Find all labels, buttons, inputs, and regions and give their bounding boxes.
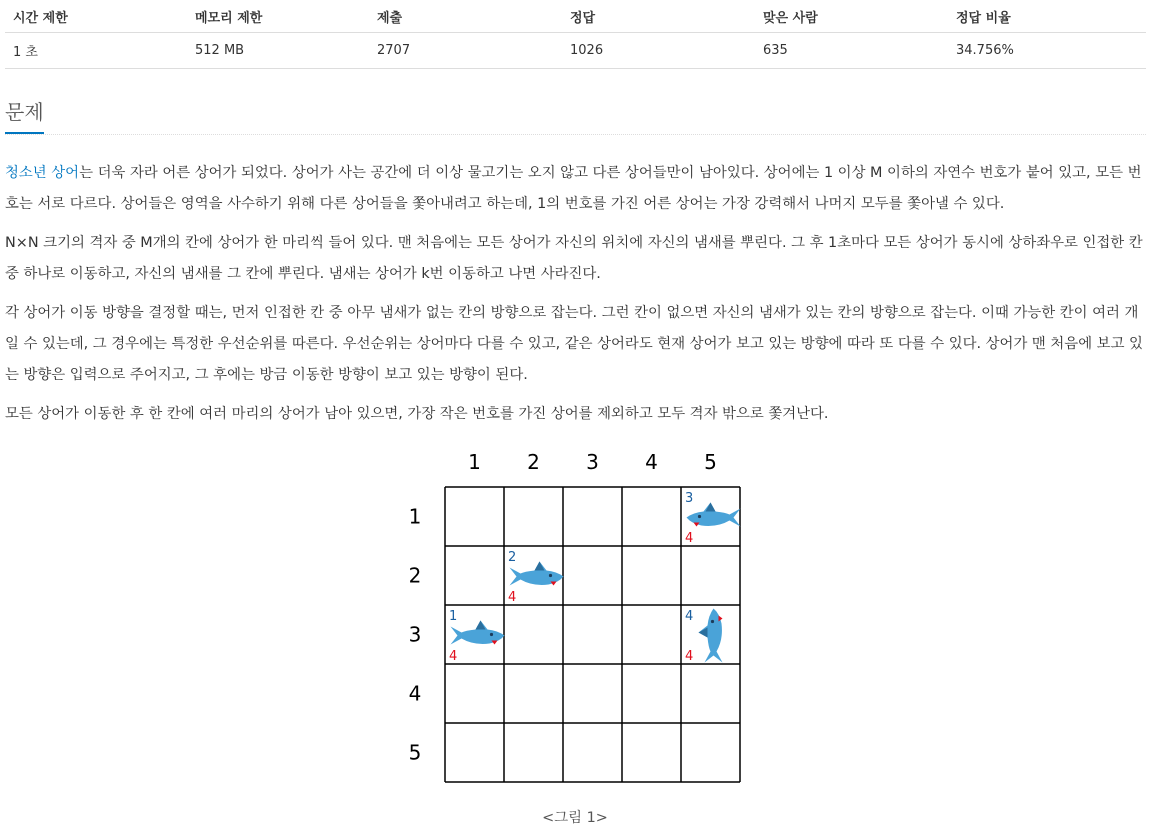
section-header — [5, 97, 1146, 135]
paragraph-2: N×N 크기의 격자 중 M개의 칸에 상어가 한 마리씩 들어 있다. 맨 처음에는 모든 상어가 자신의 위치에 자신의 냄새를 뿌린다. 그 후 1초마다 모든 상어가 동시에 상하좌우로 인접한 칸 중 하나로 이동하고, 자신의 냄새를 그 칸에 뿌린다. 냄새는 상어가 k번 이동하고 나면 사라진다. — [5, 235, 1143, 282]
table-header-row — [5, 0, 1146, 33]
shark-eye-icon — [711, 620, 714, 623]
shark-eye-icon — [698, 515, 701, 518]
figure-1 — [400, 445, 750, 790]
shark-3 — [687, 503, 741, 527]
row-label: 5 — [408, 740, 422, 765]
shark-id-label: 2 — [508, 550, 517, 565]
header-time-limit: 시간 제한 — [5, 0, 187, 33]
header-solved-users: 맞은 사람 — [755, 0, 948, 33]
column-label: 1 — [468, 450, 481, 474]
column-label: 3 — [586, 450, 599, 474]
header-memory-limit: 메모리 제한 — [187, 0, 369, 33]
accept-ratio-value: 34.756% — [948, 33, 1146, 69]
header-accepted: 정답 — [562, 0, 755, 33]
header-submissions: 제출 — [369, 0, 562, 33]
shark-eye-icon — [490, 633, 493, 636]
row-label: 1 — [408, 504, 422, 529]
column-label: 4 — [645, 450, 658, 474]
figure-caption: <그림 1> — [542, 810, 608, 826]
paragraph-3: 각 상어가 이동 방향을 결정할 때는, 먼저 인접한 칸 중 아무 냄새가 없는 칸의 방향으로 잡는다. 그런 칸이 없으면 자신의 냄새가 있는 칸의 방향으로 잡는다. 이때 가능한 칸이 여러 개일 수 있는데, 그 경우에는 특정한 우선순위를 따른다. 우선순위는 상어마다 다를 수 있고, 같은 상어라도 현재 상어가 보고 있는 방향에 따라 또 다를 수 있다. 상어가 맨 처음에 보고 있는 방향은 입력으로 주어지고, 그 후에는 방금 이동한 방향이 보고 있는 방향이 된다. — [5, 305, 1143, 383]
shark-4 — [699, 609, 723, 663]
shark-smell-label: 4 — [449, 649, 458, 664]
header-accept-ratio: 정답 비율 — [948, 0, 1146, 33]
shark-smell-label: 4 — [508, 590, 517, 605]
teen-shark-link[interactable]: 청소년 상어 — [5, 165, 80, 181]
shark-smell-label: 4 — [685, 649, 694, 664]
section-title: 문제 — [5, 97, 44, 134]
row-label: 3 — [408, 622, 422, 647]
column-label: 5 — [704, 450, 717, 474]
shark-id-label: 3 — [685, 491, 694, 506]
column-label: 2 — [527, 450, 540, 474]
paragraph-4: 모든 상어가 이동한 후 한 칸에 여러 마리의 상어가 남아 있으면, 가장 작은 번호를 가진 상어를 제외하고 모두 격자 밖으로 쫓겨난다. — [5, 406, 829, 422]
row-label: 2 — [408, 563, 422, 588]
shark-id-label: 1 — [449, 609, 458, 624]
paragraph-1 — [5, 158, 1146, 220]
table-row — [5, 33, 1146, 69]
row-label: 4 — [408, 681, 422, 706]
paragraph-1-text: 는 더욱 자라 어른 상어가 되었다. 상어가 사는 공간에 더 이상 물고기는 오지 않고 다른 상어들만이 남아있다. 상어에는 1 이상 M 이하의 자연수 번호가 붙어 있고, 모든 번호는 서로 다르다. 상어들은 영역을 사수하기 위해 다른 상어들을 쫓아내려고 하는데, 1의 번호를 가진 어른 상어는 가장 강력해서 나머지 모두를 쫓아낼 수 있다. — [5, 165, 1142, 212]
memory-limit-value: 512 MB — [187, 33, 369, 69]
shark-eye-icon — [549, 574, 552, 577]
accepted-value: 1026 — [562, 33, 755, 69]
shark-id-label: 4 — [685, 609, 694, 624]
time-limit-value: 1 초 — [5, 33, 187, 69]
shark-smell-label: 4 — [685, 531, 694, 546]
solved-users-value: 635 — [755, 33, 948, 69]
submissions-value: 2707 — [369, 33, 562, 69]
shark-1 — [451, 621, 505, 645]
problem-description — [5, 158, 1146, 438]
shark-2 — [510, 562, 564, 586]
shark-grid-figure — [400, 445, 750, 790]
problem-info-table — [5, 0, 1146, 69]
